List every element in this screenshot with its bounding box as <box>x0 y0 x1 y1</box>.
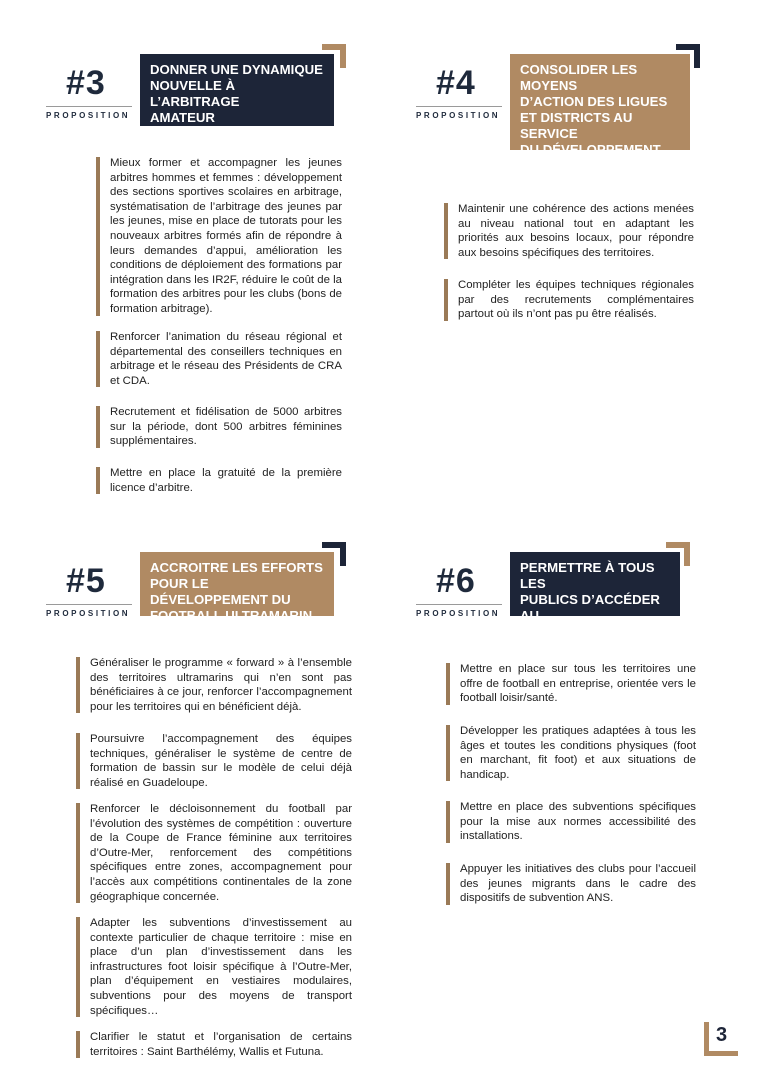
list-item <box>96 330 342 388</box>
bullet-bar <box>76 657 80 713</box>
item-text: Compléter les équipes techniques régionales par des recrutements complémentaires partout où ils n’ont pas pu être réalisés. <box>458 279 694 321</box>
item-text: Renforcer le décloisonnement du football par l’évolution des systèmes de compétition : ouverture de la Coupe de France féminine aux territoires d’Outre-Mer, renforcement des compétitions spécifiques entre zones, accompagnement pour l’accès aux compétitions continentales de la zone géographique concernée. <box>90 803 352 903</box>
item-text: Recrutement et fidélisation de 5000 arbitres sur la période, dont 500 arbitres féminines supplémentaires. <box>110 406 342 448</box>
corner-accent <box>666 542 690 566</box>
list-item <box>446 862 696 906</box>
bullet-bar <box>76 733 80 789</box>
proposition-title: DONNER UNE DYNAMIQUE NOUVELLE À L’ARBITRAGE AMATEUR <box>140 54 334 126</box>
divider <box>46 106 132 107</box>
proposition-number: #4 <box>436 64 476 102</box>
list-item <box>446 662 696 706</box>
bullet-bar <box>444 203 448 259</box>
proposition-title: PERMETTRE À TOUS LES PUBLICS D’ACCÉDER AU FOOTBALL <box>510 552 680 616</box>
proposition-label: PROPOSITION <box>46 609 131 618</box>
bullet-bar <box>446 663 450 705</box>
list-item <box>76 732 352 790</box>
bullet-bar <box>446 725 450 781</box>
proposition-number: #6 <box>436 562 476 600</box>
item-text: Clarifier le statut et l’organisation de certains territoires : Saint Barthélémy, Wallis et Futuna. <box>90 1031 352 1058</box>
divider <box>416 106 502 107</box>
item-text: Développer les pratiques adaptées à tous les âges et toutes les conditions physiques (foot en marchant, fit foot) et aux situations de handicap. <box>460 725 696 781</box>
list-item <box>96 466 342 495</box>
proposition-number: #3 <box>66 64 106 102</box>
divider <box>46 604 132 605</box>
bullet-bar <box>446 801 450 843</box>
item-text: Renforcer l’animation du réseau régional et départemental des conseillers techniques en arbitrage et le réseau des Présidents de CRA et CDA. <box>110 331 342 387</box>
bullet-bar <box>76 917 80 1017</box>
bullet-bar <box>96 406 100 448</box>
item-text: Poursuivre l’accompagnement des équipes techniques, généraliser le système de centre de formation de bassin sur le modèle de celui déjà réalisé en Guadeloupe. <box>90 733 352 789</box>
bullet-bar <box>96 467 100 494</box>
page-corner-accent <box>704 1051 738 1056</box>
list-item <box>444 202 694 260</box>
list-item <box>446 724 696 782</box>
item-text: Mieux former et accompagner les jeunes arbitres hommes et femmes : développement des sections sportives scolaires en arbitrage, systématisation de l’arbitrage des jeunes par les jeunes, mise en place de tutorats pour les nouveaux arbitres formés afin de répondre à leurs demandes d’appui, amélioration les conditions de déploiement des formations par intégration dans les IR2F, réduire le coût de la formation des arbitres pour les clubs (bons de formation arbitrage). <box>110 157 342 315</box>
item-text: Adapter les subventions d’investissement au contexte particulier de chaque territoire : mise en place d’un plan d’investissement dans les infrastructures foot loisir spécifique à l’Outre-Mer, plan d’équipement en vestiaires modulaires, subventions pour des moyens de transport spécifiques… <box>90 917 352 1017</box>
list-item <box>444 278 694 322</box>
proposition-title: CONSOLIDER LES MOYENS D’ACTION DES LIGUES ET DISTRICTS AU SERVICE DU DÉVELOPPEMENT DU FOOTBALL <box>510 54 690 150</box>
item-text: Mettre en place des subventions spécifiques pour la mise aux normes accessibilité des installations. <box>460 801 696 843</box>
bullet-bar <box>444 279 448 321</box>
bullet-bar <box>96 331 100 387</box>
list-item <box>76 656 352 714</box>
item-text: Mettre en place sur tous les territoires une offre de football en entreprise, orientée vers le football loisir/santé. <box>460 663 696 705</box>
proposition-label: PROPOSITION <box>416 609 501 618</box>
list-item <box>76 1030 352 1059</box>
corner-accent <box>322 542 346 566</box>
item-text: Généraliser le programme « forward » à l’ensemble des territoires ultramarins qui n’en sont pas bénéficiaires à ce jour, renforcer l’accompagnement pour les territoires qui en bénéficient déjà. <box>90 657 352 713</box>
bullet-bar <box>76 803 80 903</box>
proposition-number: #5 <box>66 562 106 600</box>
bullet-bar <box>76 1031 80 1058</box>
list-item <box>96 405 342 449</box>
item-text: Mettre en place la gratuité de la première licence d’arbitre. <box>110 467 342 494</box>
item-text: Appuyer les initiatives des clubs pour l’accueil des jeunes migrants dans le cadre des dispositifs de subvention ANS. <box>460 863 696 905</box>
corner-accent <box>322 44 346 68</box>
item-text: Maintenir une cohérence des actions menées au niveau national tout en adaptant les priorités aux besoins locaux, pour répondre aux besoins spécifiques des territoires. <box>458 203 694 259</box>
proposition-title: ACCROITRE LES EFFORTS POUR LE DÉVELOPPEMENT DU FOOTBALL ULTRAMARIN <box>140 552 334 616</box>
proposition-label: PROPOSITION <box>46 111 131 120</box>
corner-accent <box>676 44 700 68</box>
bullet-bar <box>446 863 450 905</box>
proposition-label: PROPOSITION <box>416 111 501 120</box>
list-item <box>76 916 352 1018</box>
bullet-bar <box>96 157 100 316</box>
list-item <box>76 802 352 904</box>
page-number-block <box>704 1022 738 1056</box>
divider <box>416 604 502 605</box>
page-number: 3 <box>716 1024 728 1046</box>
list-item <box>446 800 696 844</box>
list-item <box>96 156 342 317</box>
